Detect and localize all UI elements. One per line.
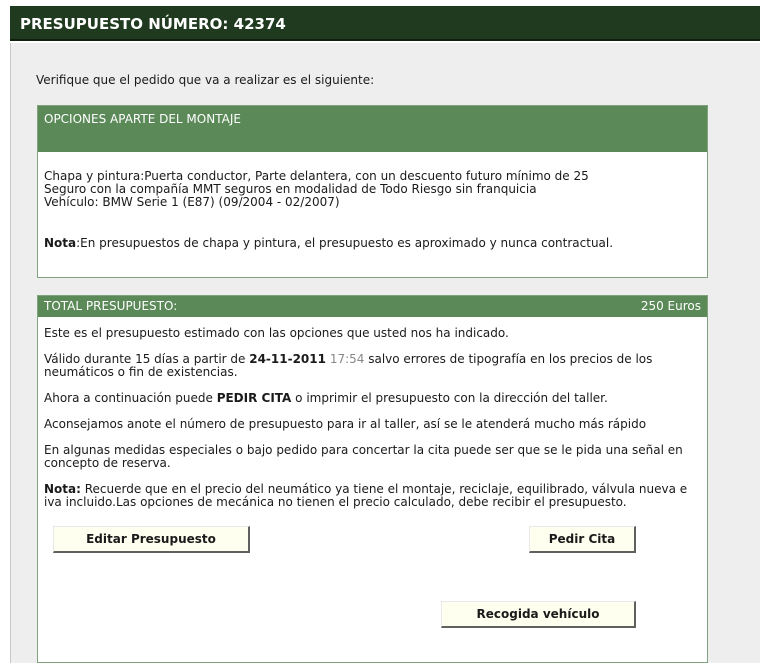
total-paragraph-validity bbox=[44, 353, 699, 379]
total-paragraph-advice: Aconsejamos anote el número de presupuesto para ir al taller, así se le atenderá mucho más rápido bbox=[44, 417, 647, 431]
options-line-chapa: Chapa y pintura:Puerta conductor, Parte delantera, con un descuento futuro mínimo de 25 bbox=[44, 169, 589, 183]
total-panel bbox=[37, 295, 708, 663]
options-details bbox=[44, 170, 589, 209]
options-note-label: Nota bbox=[44, 236, 77, 250]
total-paragraph-reserva: En algunas medidas especiales o bajo pedido para concertar la cita puede ser que se le pida una señal en concepto de reserva. bbox=[44, 443, 683, 470]
validity-text: Válido durante 15 días a partir de bbox=[44, 352, 250, 366]
validity-time: 17:54 bbox=[329, 352, 365, 366]
total-paragraph-estimate: Este es el presupuesto estimado con las opciones que usted nos ha indicado. bbox=[44, 326, 509, 340]
intro-text: Verifique que el pedido que va a realizar es el siguiente: bbox=[36, 73, 375, 87]
validity-text-tail: salvo errores de tipografía en los precios de los neumáticos o fin de existencias. bbox=[44, 352, 653, 379]
total-note-label: Nota: bbox=[44, 482, 81, 496]
options-line-seguro: Seguro con la compañía MMT seguros en modalidad de Todo Riesgo sin franquicia bbox=[44, 182, 537, 196]
total-amount: 250 Euros bbox=[640, 299, 701, 313]
recogida-vehiculo-button[interactable]: Recogida vehículo bbox=[441, 601, 636, 628]
editar-presupuesto-button[interactable]: Editar Presupuesto bbox=[53, 526, 250, 553]
total-heading: TOTAL PRESUPUESTO: bbox=[44, 299, 178, 313]
total-paragraph-cita bbox=[44, 392, 699, 405]
total-paragraph-note bbox=[44, 483, 699, 509]
validity-date: 24-11-2011 bbox=[249, 352, 326, 366]
cita-text-tail: o imprimir el presupuesto con la dirección del taller. bbox=[291, 391, 608, 405]
total-note-text: Recuerde que en el precio del neumático ya tiene el montaje, reciclaje, equilibrado, válvula nueva e iva incluido.Las opciones de mecánica no tienen el precio calculado, debe recibir el presupuesto. bbox=[44, 482, 688, 509]
cita-text: Ahora a continuación puede bbox=[44, 391, 217, 405]
page bbox=[10, 6, 760, 661]
options-heading: OPCIONES APARTE DEL MONTAJE bbox=[38, 106, 707, 152]
options-note bbox=[44, 236, 613, 250]
page-title: PRESUPUESTO NÚMERO: 42374 bbox=[10, 6, 760, 41]
pedir-cita-button[interactable]: Pedir Cita bbox=[529, 526, 636, 553]
options-note-text: :En presupuestos de chapa y pintura, el presupuesto es aproximado y nunca contractual. bbox=[76, 236, 614, 250]
cita-emphasis: PEDIR CITA bbox=[216, 391, 292, 405]
options-panel bbox=[37, 105, 708, 278]
main-content bbox=[10, 43, 760, 663]
options-line-vehiculo: Vehículo: BMW Serie 1 (E87) (09/2004 - 02/2007) bbox=[44, 195, 340, 209]
total-heading-bar bbox=[38, 296, 707, 317]
